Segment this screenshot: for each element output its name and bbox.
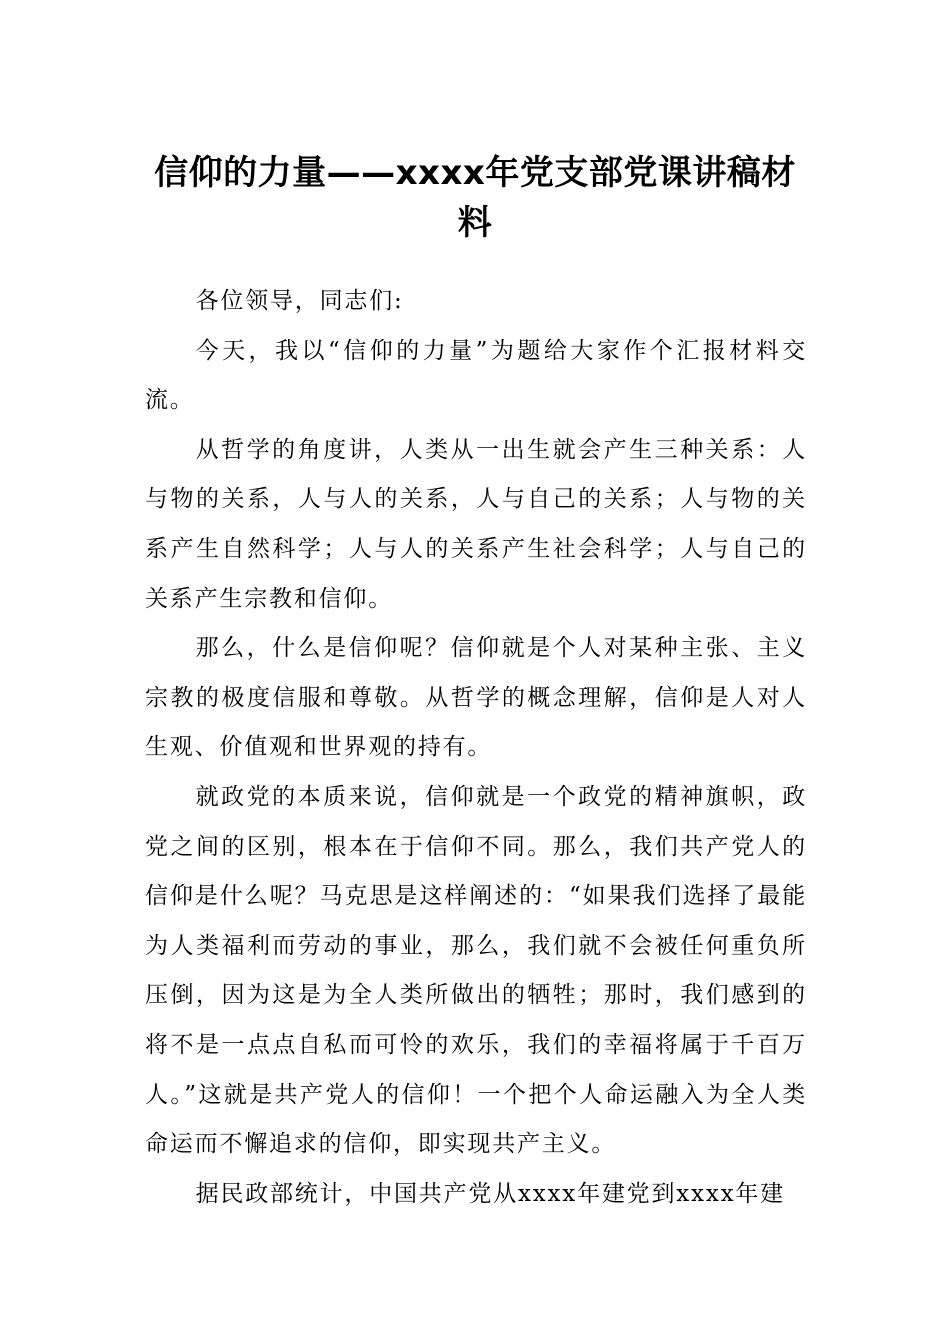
document-title: 信仰的力量——xxxx年党支部党课讲稿材料	[154, 153, 796, 243]
paragraph-party-faith: 就政党的本质来说，信仰就是一个政党的精神旗帜，政党之间的区别，根本在于信仰不同。那么，我们共产党人的信仰是什么呢？马克思是这样阐述的：“如果我们选择了最能为人类福利而劳动的事业，那么，我们就不会被任何重负所压倒，因为这是为全人类所做出的牺牲；那时，我们感到的将不是一点点自私而可怜的欢乐，我们的幸福将属于千百万人。”这就是共产党人的信仰！一个把个人命运融入为全人类命运而不懈追求的信仰，即实现共产主义。	[145, 783, 807, 1158]
paragraph-philosophy: 从哲学的角度讲，人类从一出生就会产生三种关系：人与物的关系，人与人的关系，人与自己的关系；人与物的关系产生自然科学；人与人的关系产生社会科学；人与自己的关系产生宗教和信仰。	[145, 436, 807, 612]
paragraph-salutation: 各位领导，同志们:	[195, 288, 404, 314]
document-body	[145, 277, 807, 1219]
paragraph-faith-definition: 那么，什么是信仰呢？信仰就是个人对某种主张、主义宗教的极度信服和尊敬。从哲学的概念理解，信仰是人对人生观、价值观和世界观的持有。	[145, 635, 807, 761]
paragraph-intro: 今天，我以“信仰的力量”为题给大家作个汇报材料交流。	[145, 337, 807, 414]
paragraph-statistics: 据民政部统计，中国共产党从xxxx年建党到xxxx年建	[195, 1180, 785, 1207]
